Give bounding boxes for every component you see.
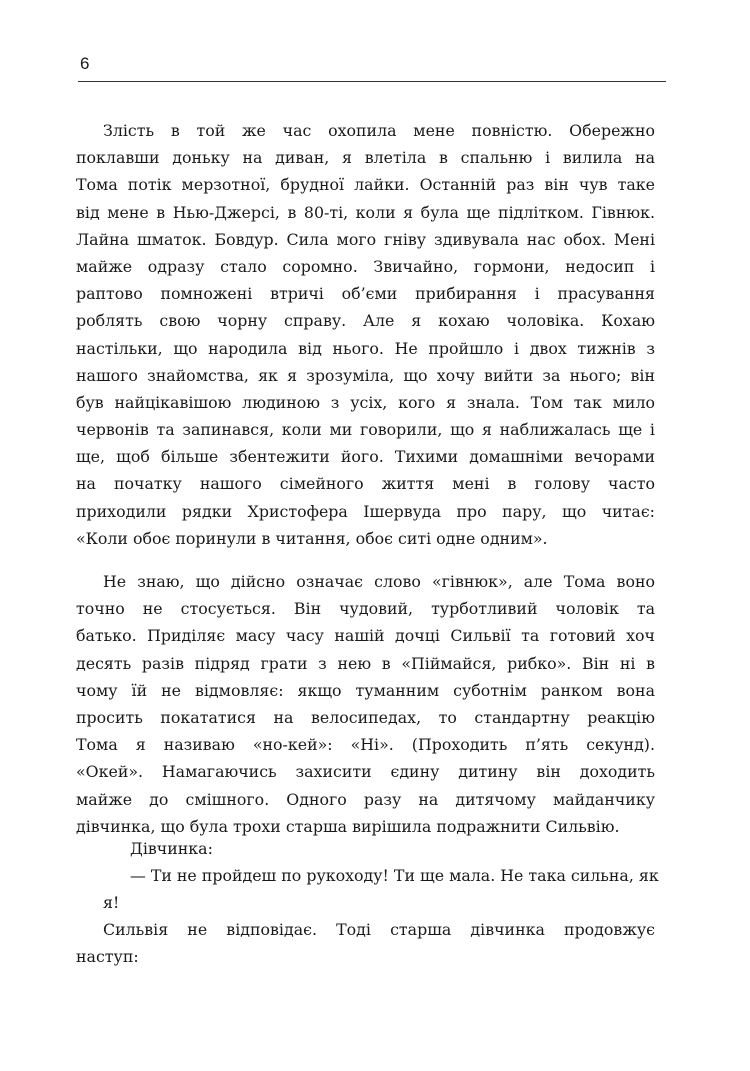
- text-line: поклавши доньку на диван, я влетіла в спальню і вилила на: [76, 148, 655, 168]
- text-line: Злість в той же час охопила мене повністю. Обережно: [103, 121, 655, 140]
- text-line: раптово помножені втричі об’єми прибирання і прасування: [76, 284, 655, 304]
- dialogue-line: [103, 862, 659, 916]
- text-line: батько. Приділяє масу часу нашій дочці Сильвії та готовий хоч: [76, 626, 655, 646]
- text-line: — Ти не пройдеш по рукоходу! Ти ще мала. Не така сильна, як: [130, 866, 659, 885]
- text-line: Тома я називаю «но-кей»: «Ні». (Проходить п’ять секунд).: [76, 735, 655, 755]
- text-line: чому їй не відмовляє: якщо туманним суботнім ранком вона: [76, 680, 655, 700]
- text-line: Сильвія не відповідає. Тоді старша дівчинка продовжує: [103, 920, 655, 939]
- header-rule: [78, 81, 666, 82]
- narration: [76, 916, 655, 970]
- text-line: майже до смішного. Одного разу на дитячому майданчику: [76, 789, 655, 809]
- text-line: дівчинка, що була трохи старша вирішила подражнити Сильвію.: [76, 816, 620, 836]
- text-line: приходили рядки Христофера Ішервуда про пару, що читає:: [76, 501, 655, 521]
- text-line: точно не стосується. Він чудовий, турботливий чоловік та: [76, 599, 655, 619]
- text-line: настільки, що народила від нього. Не пройшло і двох тижнів з: [76, 338, 655, 358]
- text-line: Лайна шматок. Бовдур. Сила мого гніву здивувала нас обох. Мені: [76, 229, 655, 249]
- text-line: Тома потік мерзотної, брудної лайки. Останній раз він чув таке: [76, 175, 655, 195]
- text-line: Не знаю, що дійсно означає слово «гівнюк», але Тома воно: [103, 572, 655, 591]
- text-line: на початку нашого сімейного життя мені в голову часто: [76, 474, 655, 494]
- text-line: «Окей». Намагаючись захисити єдину дитину він доходить: [76, 762, 655, 782]
- text-line: роблять свою чорну справу. Але я кохаю чоловіка. Кохаю: [76, 311, 655, 331]
- text-line: від мене в Нью-Джерсі, в 80-ті, коли я була ще підлітком. Гівнюк.: [76, 202, 655, 222]
- text-line: наступ:: [76, 947, 139, 967]
- text-line: ще, щоб більше збентежити його. Тихими домашніми вечорами: [76, 447, 655, 467]
- text-line: червонів та запинався, коли ми говорили, що я наближалась ще і: [76, 420, 655, 440]
- text-line: просить покататися на велосипедах, то стандартну реакцію: [76, 707, 655, 727]
- text-line: я!: [103, 893, 120, 913]
- text-line: майже одразу стало соромно. Звичайно, гормони, недосип і: [76, 256, 655, 276]
- paragraph-1: [76, 117, 655, 552]
- page-number: 6: [80, 54, 90, 73]
- paragraph-2: [76, 568, 655, 840]
- text-line: десять разів підряд грати з нею в «Піймайся, рибко». Він ні в: [76, 653, 655, 673]
- text-line: нашого знайомства, як я зрозуміла, що хочу вийти за нього; він: [76, 365, 655, 385]
- text-line: був найцікавішою людиною з усіх, кого я знала. Том так мило: [76, 392, 655, 412]
- dialogue-speaker: [130, 835, 655, 862]
- text-line: «Коли обоє поринули в читання, обоє ситі одне одним».: [76, 528, 548, 548]
- speaker-label: Дівчинка:: [130, 839, 213, 858]
